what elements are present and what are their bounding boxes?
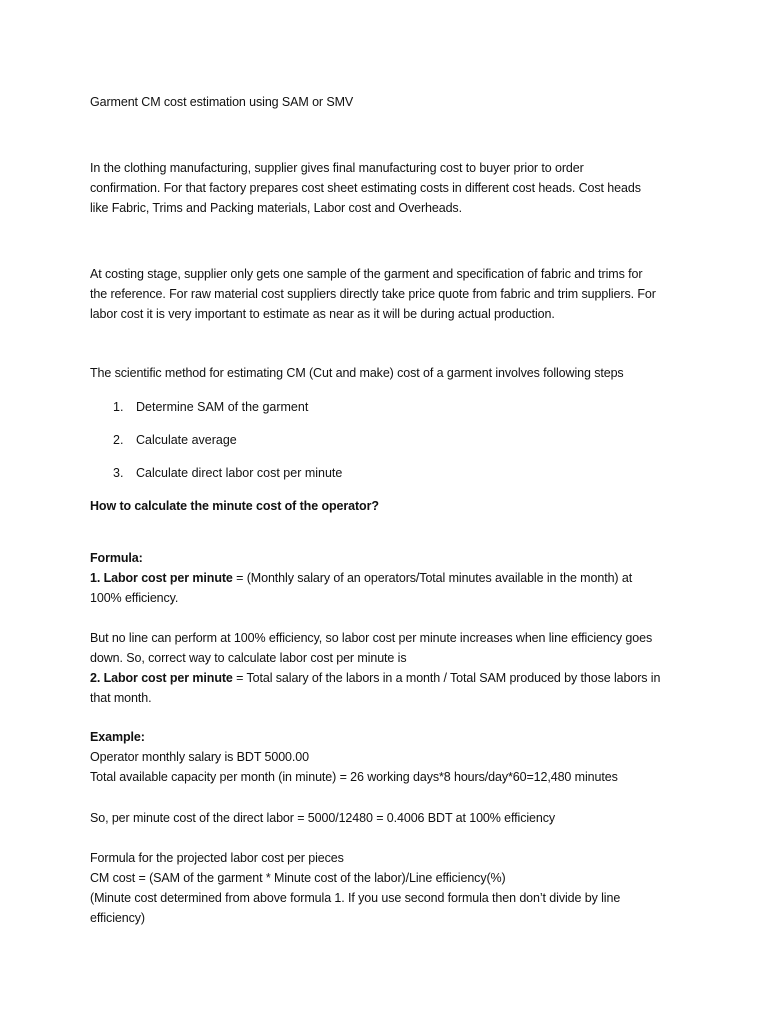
- step-text: Determine SAM of the garment: [136, 400, 309, 414]
- projected-line-3: (Minute cost determined from above formula 1. If you use second formula then don’t divide by line: [90, 891, 621, 905]
- formula-2-cont: that month.: [90, 691, 152, 705]
- but-line-1: But no line can perform at 100% efficiency, so labor cost per minute increases when line efficiency goes: [90, 631, 653, 645]
- intro-line-2: confirmation. For that factory prepares cost sheet estimating costs in different cost heads. Cost heads: [90, 181, 641, 195]
- formula-1-line: [90, 568, 690, 589]
- intro-line-3: like Fabric, Trims and Packing materials, Labor cost and Overheads.: [90, 201, 462, 215]
- example-heading: Example:: [90, 730, 145, 744]
- step-number: 2.: [113, 433, 124, 447]
- costing-line-2b: labor cost it is very important to estimate as near as it will be during actual production.: [90, 307, 555, 321]
- intro-line-1: In the clothing manufacturing, supplier gives final manufacturing cost to buyer prior to order: [90, 161, 584, 175]
- question-heading: How to calculate the minute cost of the operator?: [90, 499, 379, 513]
- projected-line-2: CM cost = (SAM of the garment * Minute cost of the labor)/Line efficiency(%): [90, 871, 506, 885]
- example-line-1: Operator monthly salary is BDT 5000.00: [90, 750, 309, 764]
- costing-line-2: the reference. For raw material cost suppliers directly take price quote from fabric and trim suppliers. For: [90, 287, 656, 301]
- formula-heading: Formula:: [90, 551, 143, 565]
- document-title: Garment CM cost estimation using SAM or SMV: [90, 95, 354, 109]
- example-line-2: Total available capacity per month (in minute) = 26 working days*8 hours/day*60=12,480 minutes: [90, 770, 618, 784]
- step-number: 3.: [113, 466, 124, 480]
- costing-line-1: At costing stage, supplier only gets one sample of the garment and specification of fabric and trims for: [90, 267, 643, 281]
- projected-line-4: efficiency): [90, 911, 145, 925]
- formula-2-text: = Total salary of the labors in a month / Total SAM produced by those labors in: [232, 671, 661, 685]
- step-number: 1.: [113, 400, 124, 414]
- formula-2-label: 2. Labor cost per minute: [90, 671, 233, 685]
- formula-1-text: = (Monthly salary of an operators/Total minutes available in the month) at: [232, 571, 633, 585]
- step-text: Calculate direct labor cost per minute: [136, 466, 343, 480]
- formula-1-label: 1. Labor cost per minute: [90, 571, 233, 585]
- step-text: Calculate average: [136, 433, 237, 447]
- formula-1-cont: 100% efficiency.: [90, 591, 179, 605]
- but-line-2: down. So, correct way to calculate labor cost per minute is: [90, 651, 407, 665]
- method-intro: The scientific method for estimating CM (Cut and make) cost of a garment involves following steps: [90, 366, 624, 380]
- per-minute-cost: So, per minute cost of the direct labor = 5000/12480 = 0.4006 BDT at 100% efficiency: [90, 811, 556, 825]
- projected-line-1: Formula for the projected labor cost per pieces: [90, 851, 344, 865]
- formula-2-line: [90, 668, 690, 689]
